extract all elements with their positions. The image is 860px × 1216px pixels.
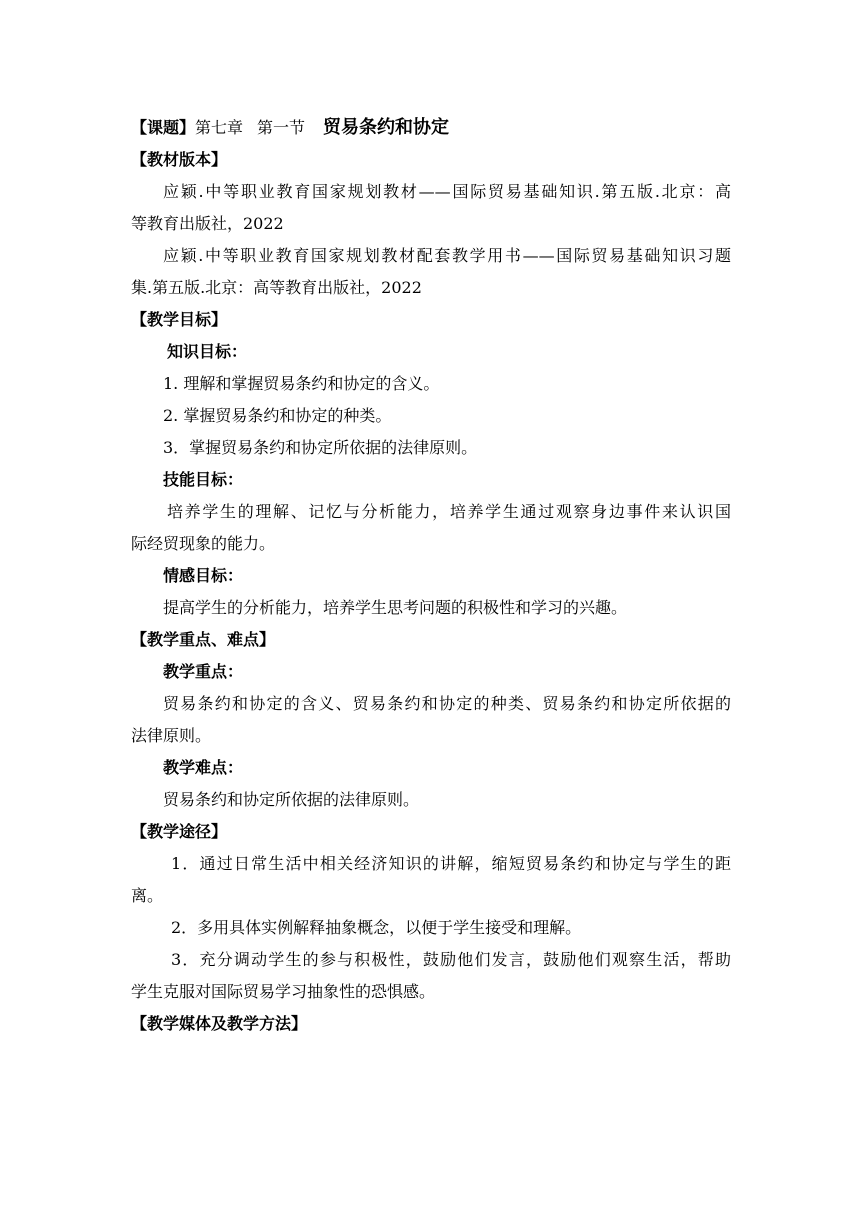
textbook-heading: 【教材版本】 [131, 150, 228, 169]
textbook-ref-2-line-1: 应颖.中等职业教育国家规划教材配套教学用书——国际贸易基础知识习题 [163, 246, 731, 265]
emotion-objectives-label: 情感目标： [163, 566, 244, 585]
knowledge-objectives-label: 知识目标： [167, 342, 248, 361]
skill-objectives-label: 技能目标： [163, 470, 244, 489]
skill-objectives-line-2: 际经贸现象的能力。 [131, 534, 276, 553]
approach-item-1-line-2: 离。 [131, 886, 164, 905]
teaching-focus-line-1: 贸易条约和协定的含义、贸易条约和协定的种类、贸易条约和协定所依据的 [163, 694, 731, 713]
key-points-heading: 【教学重点、难点】 [131, 630, 276, 649]
teaching-focus-line-2: 法律原则。 [131, 726, 212, 745]
teaching-difficulty-label: 教学难点： [163, 758, 244, 777]
title-label: 【课题】 [131, 118, 196, 137]
knowledge-item-3: 3．掌握贸易条约和协定所依据的法律原则。 [163, 438, 478, 457]
textbook-ref-1-line-1: 应颖.中等职业教育国家规划教材——国际贸易基础知识.第五版.北京：高 [163, 182, 731, 201]
topic-title: 贸易条约和协定 [323, 117, 450, 138]
media-methods-heading: 【教学媒体及教学方法】 [131, 1014, 308, 1033]
approach-heading: 【教学途径】 [131, 822, 228, 841]
emotion-objectives-text: 提高学生的分析能力，培养学生思考问题的积极性和学习的兴趣。 [163, 598, 628, 617]
textbook-ref-1-line-2: 等教育出版社，2022 [131, 214, 284, 233]
teaching-focus-label: 教学重点： [163, 662, 244, 681]
section-label: 第一节 [257, 118, 306, 137]
objectives-heading: 【教学目标】 [131, 310, 228, 329]
approach-item-3-line-2: 学生克服对国际贸易学习抽象性的恐惧感。 [131, 982, 436, 1001]
approach-item-1-line-1: 1．通过日常生活中相关经济知识的讲解，缩短贸易条约和协定与学生的距 [171, 854, 731, 873]
approach-item-2: 2．多用具体实例解释抽象概念，以便于学生接受和理解。 [171, 918, 582, 937]
knowledge-item-2: 2. 掌握贸易条约和协定的种类。 [163, 406, 392, 425]
lesson-plan-body [131, 112, 731, 1040]
chapter-label: 第七章 [195, 118, 244, 137]
knowledge-item-1: 1. 理解和掌握贸易条约和协定的含义。 [163, 374, 440, 393]
teaching-difficulty-text: 贸易条约和协定所依据的法律原则。 [163, 790, 420, 809]
lesson-title [131, 112, 731, 144]
textbook-ref-2-line-2: 集.第五版.北京：高等教育出版社，2022 [131, 278, 422, 297]
approach-item-3-line-1: 3．充分调动学生的参与积极性，鼓励他们发言，鼓励他们观察生活，帮助 [171, 950, 731, 969]
skill-objectives-line-1: 培养学生的理解、记忆与分析能力，培养学生通过观察身边事件来认识国 [167, 502, 731, 521]
